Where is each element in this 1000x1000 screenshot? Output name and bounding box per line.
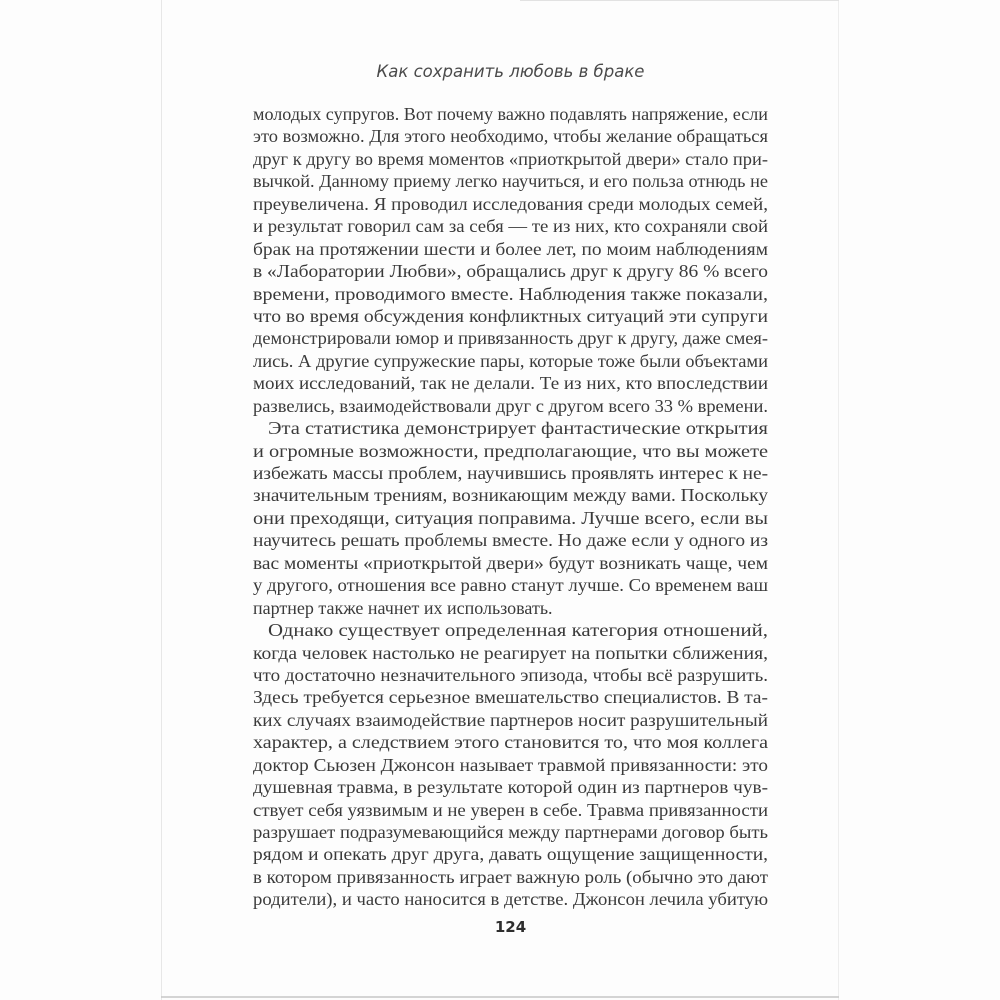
text-line — [253, 283, 768, 305]
text-line-content: Эта статистика демонстрирует фантастические открытия — [268, 418, 768, 439]
text-line-content: партнер также начнет их использовать. — [253, 597, 553, 618]
text-line — [253, 215, 768, 237]
text-line-content: значительным трениям, возникающим между вами. Поскольку — [253, 485, 768, 506]
text-line-content: и результат говорил сам за себя — те из них, кто сохраняли свой — [253, 216, 768, 237]
text-line — [253, 552, 768, 574]
text-line-content: что достаточно незначительного эпизода, чтобы всё разрушить. — [253, 664, 768, 685]
page-edge-line-left — [161, 0, 162, 1000]
text-line-content: разрушает подразумевающийся между партнерами договор быть — [253, 822, 768, 842]
text-line — [253, 125, 768, 147]
page-number: 124 — [494, 918, 527, 936]
text-line-content: друг к другу во время моментов «приоткрытой двери» стало при- — [253, 148, 768, 169]
text-line-content: душевная травма, в результате которой один из партнеров чув- — [253, 777, 768, 798]
text-line — [253, 440, 768, 462]
text-line-content: ких случаях взаимодействие партнеров носит разрушительный — [253, 709, 768, 730]
text-line-content: в котором привязанность играет важную роль (обычно это дают — [253, 866, 768, 887]
text-line-content: времени, проводимого вместе. Наблюдения также показали, — [253, 283, 768, 304]
text-line — [253, 866, 768, 888]
text-line — [253, 484, 768, 506]
text-line-content: демонстрировали юмор и привязанность друг к другу, даже смея- — [253, 328, 768, 349]
body-text — [253, 103, 768, 911]
text-line — [253, 327, 768, 349]
text-line-content: преувеличена. Я проводил исследования среди молодых семей, — [253, 193, 768, 214]
page-edge-line-right — [838, 0, 839, 1000]
text-line-content: моих исследований, так не делали. Те из них, кто впоследствии — [253, 373, 768, 394]
text-line-content: характер, а следствием этого становится то, что моя коллега — [253, 732, 768, 753]
text-line — [253, 148, 768, 170]
text-column — [253, 0, 768, 1000]
running-header: Как сохранить любовь в браке — [376, 62, 645, 81]
text-line — [253, 731, 768, 753]
text-line-content: когда человек настолько не реагирует на попытки сближения, — [253, 642, 768, 663]
text-line-content: вас моменты «приоткрытой двери» будут возникать чаще, чем — [253, 552, 768, 573]
text-line-content: они преходящи, ситуация поправима. Лучше всего, если вы — [253, 507, 768, 528]
text-line — [253, 664, 768, 686]
text-line-content: родители), и часто наносится в детстве. Джонсон лечила убитую — [253, 889, 768, 910]
text-line — [253, 799, 768, 821]
text-line — [253, 709, 768, 731]
text-line — [253, 103, 768, 125]
text-line-content: брак на протяжении шести и более лет, по моим наблюдениям — [253, 238, 768, 259]
text-line — [253, 597, 768, 619]
text-line — [253, 642, 768, 664]
text-line — [253, 574, 768, 596]
text-line — [253, 529, 768, 551]
text-line-content: у другого, отношения все равно станут лучше. Со временем ваш — [253, 575, 768, 596]
text-line-content: ствует себя уязвимым и не уверен в себе. Травма привязанности — [253, 799, 768, 820]
text-line-content: в «Лаборатории Любви», обращались друг к другу 86 % всего — [253, 261, 768, 282]
text-line-content: вычкой. Данному приему легко научиться, и его польза отнюдь не — [253, 171, 768, 192]
text-line-content: это возможно. Для этого необходимо, чтобы желание обращаться — [253, 126, 768, 147]
text-line — [253, 843, 768, 865]
text-line — [253, 821, 768, 843]
text-line-content: Однако существует определенная категория отношений, — [268, 620, 768, 641]
text-line-content: молодых супругов. Вот почему важно подавлять напряжение, если — [253, 104, 768, 124]
text-line — [253, 372, 768, 394]
text-line-content: доктор Сьюзен Джонсон называет травмой привязанности: это — [253, 754, 768, 775]
text-line-content: рядом и опекать друг друга, давать ощущение защищенности, — [253, 844, 768, 865]
text-line — [253, 305, 768, 327]
text-line-content: избежать массы проблем, научившись проявлять интерес к не- — [253, 463, 768, 483]
text-line — [253, 776, 768, 798]
text-line — [253, 193, 768, 215]
text-line — [253, 686, 768, 708]
text-line — [253, 462, 768, 484]
text-line-content: лись. А другие супружеские пары, которые тоже были объектами — [253, 350, 768, 371]
text-line-content: научитесь решать проблемы вместе. Но даже если у одного из — [253, 530, 768, 551]
text-line — [253, 238, 768, 260]
text-line — [253, 395, 768, 417]
text-line-content: и огромные возможности, предполагающие, что вы можете — [253, 440, 768, 461]
text-line — [253, 417, 768, 439]
text-line — [253, 507, 768, 529]
text-line — [253, 260, 768, 282]
text-line-content: что во время обсуждения конфликтных ситуаций эти супруги — [253, 305, 768, 326]
text-line — [253, 619, 768, 641]
text-line-content: развелись, взаимодействовали друг с другом всего 33 % времени. — [253, 395, 768, 416]
text-line — [253, 888, 768, 910]
text-line — [253, 754, 768, 776]
text-line — [253, 350, 768, 372]
text-line-content: Здесь требуется серьезное вмешательство специалистов. В та- — [253, 687, 768, 708]
text-line — [253, 170, 768, 192]
